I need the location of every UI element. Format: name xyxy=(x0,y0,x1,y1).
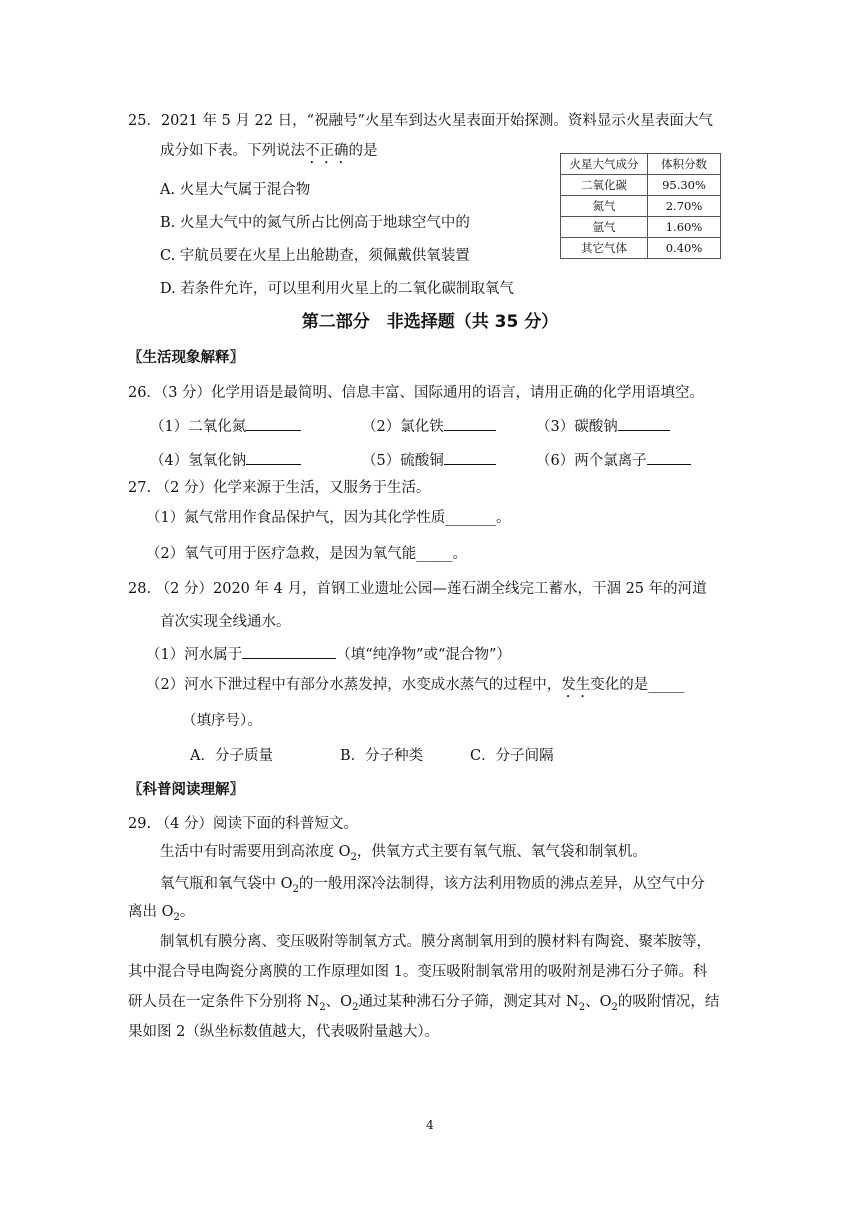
q25-stem-line2: 成分如下表。下列说法不正确的是 xyxy=(160,143,378,159)
q25-option-d: D. 若条件允许，可以里利用火星上的二氧化碳制取氧气 xyxy=(160,281,514,297)
mars-atmosphere-table xyxy=(560,153,721,259)
section-heading-life: 〖生活现象解释〗 xyxy=(128,349,244,366)
table-cell: 二氧化碳 xyxy=(561,175,648,196)
table-row xyxy=(561,217,721,238)
table-cell: 2.70% xyxy=(648,196,721,217)
q29-paragraph-1: 生活中有时需要用到高浓度 $O_2$，供氧方式主要有氧气瓶、氧气袋和制氧机。 xyxy=(160,844,647,863)
q27-item-1: （1）氮气常用作食品保护气，因为其化学性质_______。 xyxy=(146,510,511,526)
table-header-cell: 火星大气成分 xyxy=(561,154,648,175)
q27-stem: 27. （2 分）化学来源于生活，又服务于生活。 xyxy=(128,480,431,496)
q29-paragraph-3-line3: 研人员在一定条件下分别将 $N_2$、$O_2$通过某种沸石分子筛，测定其对 $N_2$、$O_2$的吸附情况，结 xyxy=(128,994,720,1013)
q28-item-2-line2: （填序号）。 xyxy=(182,713,262,729)
part2-title: 第二部分 非选择题（共 35 分） xyxy=(301,312,559,332)
q28-choice-c: C．分子间隔 xyxy=(470,748,554,764)
table-cell: 0.40% xyxy=(648,238,721,259)
q26-item-5: （5）硫酸铜 xyxy=(362,453,496,470)
q28-choice-a: A．分子质量 xyxy=(190,748,273,764)
q29-paragraph-3-line4: 果如图 2（纵坐标数值越大，代表吸附量越大）。 xyxy=(128,1024,440,1040)
q25-option-a: A. 火星大气属于混合物 xyxy=(160,182,311,198)
q29-paragraph-3-line1: 制氧机有膜分离、变压吸附等制氧方式。膜分离制氧用到的膜材料有陶瓷、聚苯胺等， xyxy=(160,934,711,950)
q28-stem-line2: 首次实现全线通水。 xyxy=(160,614,291,630)
table-row xyxy=(561,196,721,217)
table-row xyxy=(561,175,721,196)
table-row xyxy=(561,238,721,259)
q25-option-c: C. 宇航员要在火星上出舱勘查，须佩戴供氧装置 xyxy=(160,248,470,264)
q27-item-2: （2）氧气可用于医疗急救，是因为氧气能_____。 xyxy=(146,546,467,562)
q26-item-4: （4）氢氧化钠 xyxy=(150,453,301,470)
q29-paragraph-2: 氧气瓶和氧气袋中 $O_2$的一般用深冷法制得，该方法利用物质的沸点差异，从空气中分 xyxy=(160,876,705,895)
table-cell: 氮气 xyxy=(561,196,648,217)
table-cell: 氩气 xyxy=(561,217,648,238)
table-cell: 95.30% xyxy=(648,175,721,196)
page-number: 4 xyxy=(426,1118,434,1132)
q25-option-b: B. 火星大气中的氮气所占比例高于地球空气中的 xyxy=(160,215,470,231)
table-cell: 其它气体 xyxy=(561,238,648,259)
q28-emphasis: 发生 xyxy=(561,677,591,693)
table-cell: 1.60% xyxy=(648,217,721,238)
q28-item-2: （2）河水下泄过程中有部分水蒸发掉，水变成水蒸气的过程中，发生变化的是_____ xyxy=(146,677,685,693)
table-header-cell: 体积分数 xyxy=(648,154,721,175)
q28-choice-b: B．分子种类 xyxy=(340,748,424,764)
section-heading-science: 〖科普阅读理解〗 xyxy=(128,781,244,798)
q25-emphasis: 不正确 xyxy=(305,143,349,159)
q25-stem-line1: 25．2021 年 5 月 22 日，“祝融号”火星车到达火星表面开始探测。资料显示火星表面大气 xyxy=(128,113,713,129)
q26-item-3: （3）碳酸钠 xyxy=(536,419,670,436)
q28-stem-line1: 28. （2 分）2020 年 4 月，首钢工业遗址公园—莲石湖全线完工蓄水，干涸 25 年的河道 xyxy=(128,581,707,597)
table-header-row xyxy=(561,154,721,175)
q28-item-1: （1）河水属于 （填“纯净物”或“混合物”） xyxy=(146,647,511,663)
q26-item-1: （1）二氧化氮 xyxy=(150,419,301,436)
q29-stem: 29. （4 分）阅读下面的科普短文。 xyxy=(128,816,359,832)
q26-item-6: （6）两个氯离子 xyxy=(536,453,691,470)
q26-item-2: （2）氯化铁 xyxy=(362,419,496,436)
q29-paragraph-3-line2: 其中混合导电陶瓷分离膜的工作原理如图 1。变压吸附制氧常用的吸附剂是沸石分子筛。科 xyxy=(128,964,708,980)
q29-paragraph-2-line2: 离出 $O_2$。 xyxy=(128,904,195,923)
q26-stem: 26．（3 分）化学用语是最简明、信息丰富、国际通用的语言，请用正确的化学用语填空。 xyxy=(128,385,705,401)
